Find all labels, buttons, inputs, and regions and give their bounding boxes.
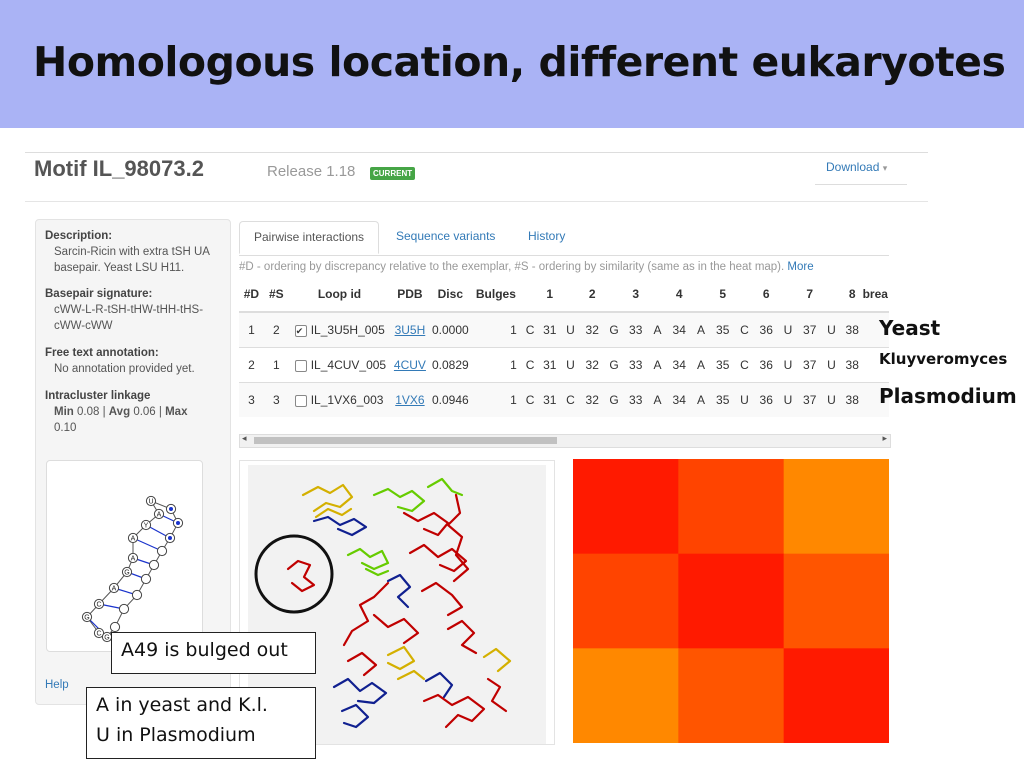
table-cell-loop: IL_1VX6_003 bbox=[310, 393, 384, 407]
table-cell: C bbox=[560, 383, 581, 418]
heatmap-cell[interactable] bbox=[678, 648, 784, 743]
table-cell: A bbox=[691, 312, 712, 348]
linkage-min: 0.08 bbox=[77, 406, 100, 418]
nucleotide-label: A bbox=[111, 585, 117, 593]
column-header[interactable]: 2 bbox=[581, 277, 604, 312]
table-cell: 1 bbox=[239, 312, 264, 348]
download-divider bbox=[815, 184, 907, 185]
column-header bbox=[778, 277, 799, 312]
table-cell: 38 bbox=[842, 383, 863, 418]
download-dropdown[interactable] bbox=[826, 160, 887, 174]
column-header bbox=[821, 277, 842, 312]
callout-identity bbox=[86, 687, 316, 759]
more-link[interactable]: More bbox=[787, 261, 814, 273]
table-cell: U bbox=[778, 383, 799, 418]
loop-checkbox[interactable] bbox=[295, 360, 307, 372]
linkage-min-label: Min bbox=[54, 406, 74, 418]
loop-id-cell bbox=[289, 312, 391, 348]
table-cell: 32 bbox=[581, 383, 604, 418]
nucleotide-label: C bbox=[96, 601, 102, 609]
table-cell: 2 bbox=[239, 348, 264, 383]
heatmap-cell[interactable] bbox=[573, 459, 679, 554]
loop-id-cell bbox=[289, 383, 391, 418]
table-cell: 31 bbox=[539, 348, 560, 383]
annotation-text: No annotation provided yet. bbox=[54, 363, 195, 375]
heatmap-cell[interactable] bbox=[784, 554, 889, 649]
secondary-structure-svg bbox=[47, 461, 202, 651]
tab-pairwise-interactions[interactable]: Pairwise interactions bbox=[239, 221, 379, 254]
motif-tabs bbox=[239, 221, 889, 256]
table-cell: 1 bbox=[264, 348, 289, 383]
header-divider bbox=[25, 201, 928, 202]
linkage-values: Min 0.08 | Avg 0.06 | Max 0.10 bbox=[54, 406, 188, 434]
nucleotide-label: Y bbox=[143, 522, 149, 530]
table-cell: G bbox=[604, 312, 625, 348]
table-cell: 37 bbox=[798, 348, 821, 383]
similarity-heatmap[interactable] bbox=[573, 459, 889, 743]
table-cell: 34 bbox=[668, 383, 691, 418]
heatmap-cell[interactable] bbox=[573, 554, 679, 649]
description-line: basepair. Yeast LSU H11. bbox=[54, 262, 185, 274]
nucleotide-label: A bbox=[156, 511, 162, 519]
table-cell: C bbox=[521, 383, 540, 418]
table-cell: G bbox=[604, 348, 625, 383]
table-cell: 37 bbox=[798, 383, 821, 418]
callout-bulged bbox=[111, 632, 316, 674]
heatmap-cell[interactable] bbox=[573, 648, 679, 743]
column-header bbox=[521, 277, 540, 312]
table-cell: 2 bbox=[264, 312, 289, 348]
table-row bbox=[239, 348, 889, 383]
linkage-avg-label: Avg bbox=[108, 406, 131, 418]
linkage-avg: 0.06 bbox=[133, 406, 156, 418]
tab-sequence-variants[interactable]: Sequence variants bbox=[396, 229, 496, 243]
slide-title: Homologous location, different eukaryotes bbox=[33, 38, 1006, 86]
table-cell: 31 bbox=[539, 383, 560, 418]
release-label: Release 1.18 bbox=[267, 163, 356, 180]
nucleotide-label: G bbox=[104, 634, 110, 642]
table-cell: U bbox=[821, 348, 842, 383]
table-cell: U bbox=[734, 383, 755, 418]
description-section bbox=[45, 228, 227, 276]
ordering-note-text: #D - ordering by discrepancy relative to the exemplar, #S - ordering by similarity (same as in the heat map). bbox=[239, 261, 785, 273]
table-cell-loop: IL_4CUV_005 bbox=[310, 358, 387, 372]
table-row bbox=[239, 312, 889, 348]
table-cell: C bbox=[734, 348, 755, 383]
table-cell: 1 bbox=[471, 312, 521, 348]
signature-heading: Basepair signature: bbox=[45, 288, 153, 300]
heatmap-cell[interactable] bbox=[784, 459, 889, 554]
label-yeast: Yeast bbox=[879, 316, 941, 340]
column-header[interactable]: 1 bbox=[539, 277, 560, 312]
loop-checkbox[interactable] bbox=[295, 395, 307, 407]
loop-id-cell bbox=[289, 348, 391, 383]
download-label: Download bbox=[826, 160, 880, 174]
column-header[interactable]: brea bbox=[863, 277, 889, 312]
column-header bbox=[691, 277, 712, 312]
table-cell: 32 bbox=[581, 312, 604, 348]
table-cell: 0.0829 bbox=[430, 348, 471, 383]
pdb-link[interactable]: 1VX6 bbox=[395, 393, 425, 407]
table-cell: 38 bbox=[842, 312, 863, 348]
nucleotide-label: G bbox=[124, 569, 130, 577]
column-header[interactable]: Bulges bbox=[471, 277, 521, 312]
help-link[interactable]: Help bbox=[45, 679, 69, 691]
table-cell: G bbox=[604, 383, 625, 418]
column-header[interactable]: Disc bbox=[430, 277, 471, 312]
table-cell: 0.0946 bbox=[430, 383, 471, 418]
table-cell: 34 bbox=[668, 312, 691, 348]
column-header[interactable]: 6 bbox=[755, 277, 778, 312]
table-cell: 33 bbox=[624, 348, 647, 383]
column-header bbox=[647, 277, 668, 312]
table-cell: U bbox=[560, 312, 581, 348]
table-cell: C bbox=[734, 312, 755, 348]
column-header[interactable]: Loop id bbox=[289, 277, 391, 312]
ordering-note bbox=[239, 261, 814, 273]
table-cell: 3 bbox=[264, 383, 289, 418]
scroll-left-icon[interactable]: ◂ bbox=[242, 433, 247, 443]
table-cell: 36 bbox=[755, 348, 778, 383]
table-cell: C bbox=[521, 312, 540, 348]
table-cell: 37 bbox=[798, 312, 821, 348]
scroll-right-icon[interactable]: ▸ bbox=[882, 433, 887, 443]
horizontal-scrollbar[interactable] bbox=[239, 434, 891, 448]
table-cell: A bbox=[647, 348, 668, 383]
table-cell bbox=[390, 383, 429, 418]
heatmap-cell[interactable] bbox=[784, 648, 889, 743]
table-cell: U bbox=[560, 348, 581, 383]
linkage-max: 0.10 bbox=[54, 422, 77, 434]
table-cell: 36 bbox=[755, 312, 778, 348]
nucleotide-label: A bbox=[130, 555, 136, 563]
slide-title-bar bbox=[0, 0, 1024, 128]
heatmap-cell[interactable] bbox=[678, 554, 784, 649]
table-cell: 31 bbox=[539, 312, 560, 348]
label-kluyveromyces: Kluyveromyces bbox=[879, 350, 1008, 368]
chevron-down-icon: ▾ bbox=[882, 163, 888, 173]
column-header[interactable]: 3 bbox=[624, 277, 647, 312]
linkage-section bbox=[45, 388, 227, 436]
column-header[interactable]: 8 bbox=[842, 277, 863, 312]
column-header[interactable]: 4 bbox=[668, 277, 691, 312]
column-header bbox=[560, 277, 581, 312]
table-row bbox=[239, 383, 889, 418]
pdb-link[interactable]: 4CUV bbox=[393, 358, 426, 372]
table-cell: U bbox=[821, 312, 842, 348]
linkage-max-label: Max bbox=[165, 406, 188, 418]
table-cell bbox=[390, 348, 429, 383]
table-cell: 1 bbox=[471, 383, 521, 418]
column-header bbox=[604, 277, 625, 312]
motif-title: Motif IL_98073.2 bbox=[34, 156, 204, 181]
table-header-row bbox=[239, 277, 889, 312]
heatmap-cell[interactable] bbox=[678, 459, 784, 554]
nucleotide-label: G bbox=[84, 614, 90, 622]
loop-checkbox[interactable]: ✔ bbox=[295, 325, 307, 337]
pdb-link[interactable]: 3U5H bbox=[394, 323, 426, 337]
signature-line: cWW-cWW bbox=[54, 320, 113, 332]
column-header[interactable]: PDB bbox=[390, 277, 429, 312]
signature-line: cWW-L-R-tSH-tHW-tHH-tHS- bbox=[54, 304, 204, 316]
table-cell: 32 bbox=[581, 348, 604, 383]
nucleotide-label: U bbox=[148, 498, 154, 506]
bulge-highlight-circle bbox=[253, 533, 335, 615]
current-badge: CURRENT bbox=[370, 167, 415, 180]
nucleotide-label: A bbox=[130, 535, 136, 543]
column-header[interactable]: 5 bbox=[711, 277, 734, 312]
table-cell: U bbox=[778, 348, 799, 383]
table-cell: A bbox=[647, 383, 668, 418]
table-cell: A bbox=[691, 383, 712, 418]
table-cell: 3 bbox=[239, 383, 264, 418]
table-cell-loop: IL_3U5H_005 bbox=[310, 323, 385, 337]
table-cell: U bbox=[778, 312, 799, 348]
table-cell: 38 bbox=[842, 348, 863, 383]
annotation-heading: Free text annotation: bbox=[45, 347, 159, 359]
callout-bulged-text: A49 is bulged out bbox=[121, 639, 288, 661]
table-cell: 36 bbox=[755, 383, 778, 418]
pairwise-table bbox=[239, 277, 889, 417]
table-cell: A bbox=[647, 312, 668, 348]
secondary-structure-diagram bbox=[46, 460, 203, 652]
table-cell: 35 bbox=[711, 383, 734, 418]
callout-line: A in yeast and K.l. bbox=[96, 694, 268, 716]
table-cell: 33 bbox=[624, 312, 647, 348]
description-heading: Description: bbox=[45, 230, 113, 242]
signature-section bbox=[45, 286, 227, 334]
table-cell: 34 bbox=[668, 348, 691, 383]
scrollbar-thumb[interactable] bbox=[254, 437, 557, 444]
table-cell: 1 bbox=[471, 348, 521, 383]
table-cell: 35 bbox=[711, 348, 734, 383]
nucleotide-label: C bbox=[96, 630, 102, 638]
table-cell: A bbox=[691, 348, 712, 383]
label-plasmodium: Plasmodium bbox=[879, 384, 1017, 408]
table-cell bbox=[390, 312, 429, 348]
table-cell: C bbox=[521, 348, 540, 383]
column-header[interactable]: #S bbox=[264, 277, 289, 312]
table-cell: 35 bbox=[711, 312, 734, 348]
column-header[interactable]: #D bbox=[239, 277, 264, 312]
table-cell: U bbox=[821, 383, 842, 418]
linkage-heading: Intracluster linkage bbox=[45, 390, 151, 402]
annotation-section bbox=[45, 345, 227, 377]
description-line: Sarcin-Ricin with extra tSH UA bbox=[54, 246, 210, 258]
column-header[interactable]: 7 bbox=[798, 277, 821, 312]
callout-line: U in Plasmodium bbox=[96, 724, 256, 746]
table-cell: 33 bbox=[624, 383, 647, 418]
column-header bbox=[734, 277, 755, 312]
table-cell: 0.0000 bbox=[430, 312, 471, 348]
tab-history[interactable]: History bbox=[528, 229, 566, 243]
